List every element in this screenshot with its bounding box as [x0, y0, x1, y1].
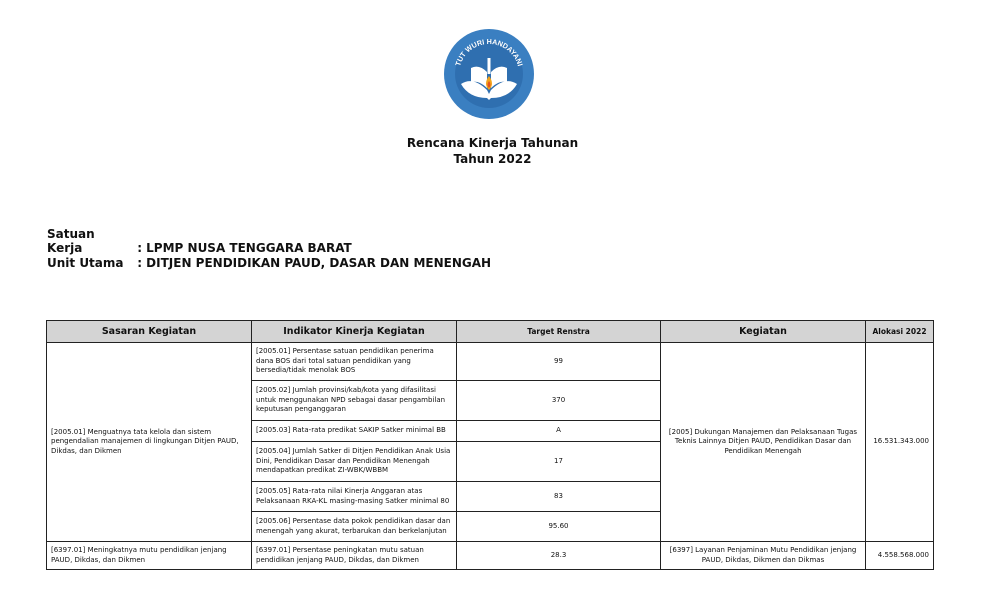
indikator-cell: [2005.04] Jumlah Satker di Ditjen Pendidikan Anak Usia Dini, Pendidikan Dasar dan Pendidikan Menengah mendapatkan predikat ZI-WBK/WBBM [252, 442, 457, 482]
table-row [47, 343, 934, 381]
unit-utama-row [47, 256, 491, 270]
target-cell: 83 [457, 482, 661, 512]
document-year: Tahun 2022 [453, 152, 532, 166]
sasaran-cell: [6397.01] Meningkatnya mutu pendidikan jenjang PAUD, Dikdas, dan Dikmen [47, 542, 252, 570]
unit-utama-value: : DITJEN PENDIDIKAN PAUD, DASAR DAN MENENGAH [137, 256, 492, 270]
indikator-cell: [2005.05] Rata-rata nilai Kinerja Anggaran atas Pelaksanaan RKA-KL masing-masing Satker minimal 80 [252, 482, 457, 512]
satuan-kerja-value: : LPMP NUSA TENGGARA BARAT [137, 241, 352, 255]
table-row [47, 542, 934, 570]
indikator-cell: [6397.01] Persentase peningkatan mutu satuan pendidikan jenjang PAUD, Dikdas, dan Dikmen [252, 542, 457, 570]
target-cell: 17 [457, 442, 661, 482]
target-cell: 95.60 [457, 512, 661, 542]
alokasi-cell: 16.531.343.000 [866, 343, 934, 542]
target-cell: A [457, 421, 661, 442]
table-header-row [47, 321, 934, 343]
kegiatan-cell: [6397] Layanan Penjaminan Mutu Pendidikan jenjang PAUD, Dikdas, Dikmen dan Dikmas [661, 542, 866, 570]
satuan-kerja-label: Satuan Kerja [47, 227, 95, 255]
header-kegiatan: Kegiatan [661, 321, 866, 343]
unit-utama-label: Unit Utama [47, 256, 124, 270]
satuan-kerja-row [47, 227, 352, 255]
indikator-cell: [2005.02] Jumlah provinsi/kab/kota yang difasilitasi untuk menggunakan NPD sebagai dasar pengambilan keputusan penganggaran [252, 381, 457, 421]
target-cell: 28.3 [457, 542, 661, 570]
kegiatan-cell: [2005] Dukungan Manajemen dan Pelaksanaan Tugas Teknis Lainnya Ditjen PAUD, Pendidikan Dasar dan Pendidikan Menengah [661, 343, 866, 542]
header-indikator-kinerja: Indikator Kinerja Kegiatan [252, 321, 457, 343]
header-target-renstra: Target Renstra [457, 321, 661, 343]
document-title: Rencana Kinerja Tahunan [406, 136, 579, 150]
rencana-kinerja-table [46, 320, 934, 570]
target-cell: 370 [457, 381, 661, 421]
indikator-cell: [2005.06] Persentase data pokok pendidikan dasar dan menengah yang akurat, terbarukan dan berkelanjutan [252, 512, 457, 542]
indikator-cell: [2005.01] Persentase satuan pendidikan penerima dana BOS dari total satuan pendidikan yang bersedia/tidak menolak BOS [252, 343, 457, 381]
tut-wuri-handayani-logo [443, 28, 535, 120]
header-sasaran-kegiatan: Sasaran Kegiatan [47, 321, 252, 343]
header-alokasi: Alokasi 2022 [866, 321, 934, 343]
svg-text:TUT WURI HANDAYANI: TUT WURI HANDAYANI [453, 36, 525, 68]
indikator-cell: [2005.03] Rata-rata predikat SAKIP Satker minimal BB [252, 421, 457, 442]
target-cell: 99 [457, 343, 661, 381]
sasaran-cell: [2005.01] Menguatnya tata kelola dan sistem pengendalian manajemen di lingkungan Ditjen PAUD, Dikdas, dan Dikmen [47, 343, 252, 542]
alokasi-cell: 4.558.568.000 [866, 542, 934, 570]
